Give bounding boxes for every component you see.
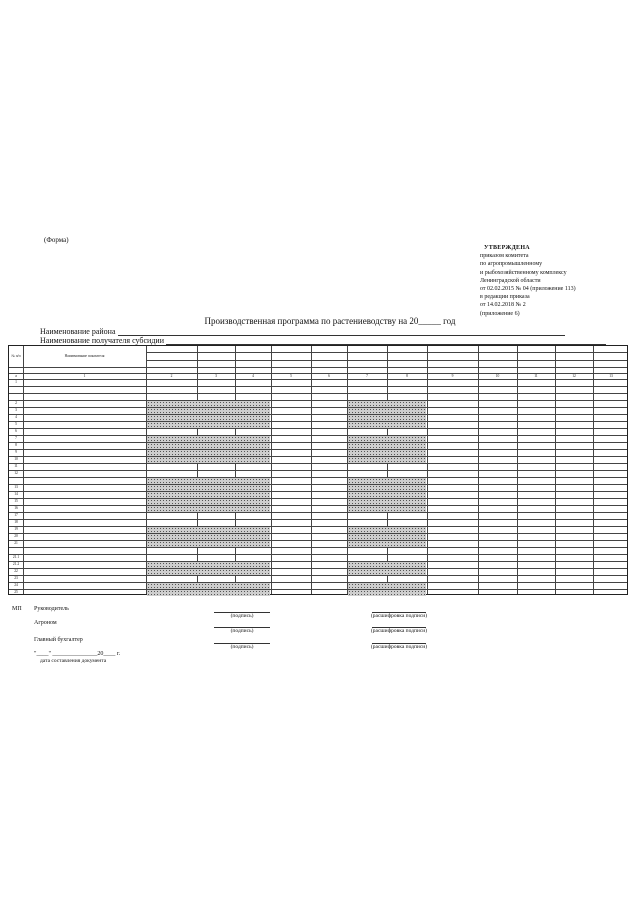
shaded-cell [147,443,270,449]
row-rule [9,526,627,527]
column-number: 5 [290,374,292,378]
shaded-cell [348,590,426,596]
column-number: 7 [366,374,368,378]
column-number: 3 [215,374,217,378]
shaded-cell [348,457,426,463]
row-rule [9,435,627,436]
row-rule [9,512,627,513]
recipient-field [40,336,600,345]
shaded-cell [348,506,426,512]
row-rule [9,540,627,541]
row-number: 9 [15,450,17,454]
shaded-cell [147,562,270,568]
signatures-section [0,600,640,664]
signature-caption: (подпись) [230,644,254,650]
district-field [40,327,600,336]
column-number: 6 [328,374,330,378]
shaded-cell [147,541,270,547]
row-rule [9,442,627,443]
approval-line: от 14.02.2018 № 2 [480,302,526,309]
row-rule [9,589,627,590]
shaded-cell [147,534,270,540]
date-caption: дата составления документа [40,658,107,664]
approval-line: приказом комитета [480,253,529,260]
shaded-cell [147,506,270,512]
shaded-cell [147,415,270,421]
approval-line: от 02.02.2015 № 04 (приложение 113) [480,286,576,293]
agronomist-label: Агроном [34,620,57,626]
row-number: 23 [14,576,18,580]
district-label: Наименование района [40,327,116,336]
row-number: 7 [15,436,17,440]
approval-line: в редакции приказа [480,294,530,301]
shaded-cell [348,422,426,428]
shaded-cell [348,583,426,589]
row-rule [9,449,627,450]
row-number: 17 [14,513,18,517]
approval-line: и рыбохозяйственному комплексу [480,269,567,276]
shaded-cell [147,401,270,407]
production-table [8,345,628,595]
shaded-cell [147,457,270,463]
row-number: 25 [14,590,18,594]
row-rule [9,582,627,583]
column-number: 10 [495,374,500,378]
column-number: 13 [609,374,613,378]
row-number: 21.2 [12,562,20,566]
shaded-cell [348,569,426,575]
row-rule [9,484,627,485]
row-rule [9,456,627,457]
row-rule [9,421,627,422]
column-number: 2 [170,374,173,378]
header-rule [9,367,627,368]
shaded-cell [348,534,426,540]
page-title: Производственная программа по растениеводству на 20_____ год [204,316,456,326]
row-number: 21 [14,541,18,545]
row-rule [9,470,627,471]
decoding-caption: (расшифровка подписи) [370,644,428,650]
shaded-cell [348,562,426,568]
recipient-label: Наименование получателя субсидии [40,336,164,345]
shaded-cell [147,492,270,498]
row-rule [9,519,627,520]
approval-line: Ленинградской области [480,277,541,284]
shaded-cell [147,590,270,596]
signature-caption: (подпись) [230,613,254,619]
decoding-caption: (расшифровка подписи) [370,628,428,634]
shaded-cell [147,436,270,442]
row-number: 24 [14,583,18,587]
signature-caption: (подпись) [230,628,254,634]
shaded-cell [147,527,270,533]
row-rule [9,498,627,499]
row-number: 6 [15,429,17,433]
accountant-label: Главный бухгалтер [34,637,83,643]
shaded-cell [348,401,426,407]
shaded-cell [147,583,270,589]
row-number: 20 [14,534,18,538]
shaded-cell [348,408,426,414]
row-rule [9,386,627,387]
row-number: 8 [15,443,17,447]
row-number: 18 [14,520,18,524]
row-number: 16 [14,506,18,510]
column-number: 9 [451,374,454,378]
shaded-cell [348,499,426,505]
col-header-no: № п/п [11,354,21,358]
approval-line: (приложение 6) [480,310,520,317]
approval-heading: УТВЕРЖДЕНА [484,245,530,251]
shaded-cell [147,422,270,428]
mp-label: МП [12,606,22,612]
column-number: 8 [406,374,408,378]
row-rule [9,407,627,408]
column-number: 4 [252,374,254,378]
column-number: 1 [83,374,86,378]
row-rule [9,400,627,401]
row-number: 13 [14,485,18,489]
column-number: 11 [534,374,538,378]
shaded-cell [147,569,270,575]
row-rule [9,414,627,415]
row-number: 3 [15,408,17,412]
shaded-cell [147,499,270,505]
row-rule [9,575,627,576]
row-number: 10 [14,457,18,461]
row-rule [9,477,627,478]
district-underline [118,327,565,336]
row-number: 22 [14,569,18,573]
row-rule [9,428,627,429]
shaded-cell [348,485,426,491]
row-number: 19 [14,527,18,531]
shaded-cell [348,436,426,442]
form-label: (Форма) [44,236,69,244]
row-number: 12 [14,471,18,475]
approval-block [480,244,630,318]
shaded-cell [147,478,270,484]
row-number: 5 [15,422,17,426]
row-number: 2 [15,401,17,405]
approval-line: по агропромышленному [480,261,543,268]
shaded-cell [348,492,426,498]
column-number: 12 [572,374,576,378]
shaded-cell [147,450,270,456]
decoding-caption: (расшифровка подписи) [370,613,428,619]
row-number: 11 [14,464,18,468]
col-header-name: Наименование показателя [64,354,105,358]
shaded-cell [348,450,426,456]
row-number: 1 [15,380,17,384]
row-rule [9,561,627,562]
date-line: "____" _______________20____ г. [34,651,121,657]
row-number: 15 [14,499,18,503]
row-rule [9,568,627,569]
shaded-cell [348,541,426,547]
head-label: Руководитель [34,606,69,612]
shaded-cell [147,485,270,491]
column-number: а [15,374,17,378]
row-rule [9,393,627,394]
shaded-cell [348,478,426,484]
row-number: 14 [14,492,18,496]
shaded-cell [147,408,270,414]
shaded-cell [348,527,426,533]
row-rule [9,463,627,464]
row-rule [9,554,627,555]
row-rule [9,505,627,506]
row-rule [9,491,627,492]
row-number: 4 [15,415,17,419]
row-rule [9,379,627,380]
row-rule [9,547,627,548]
shaded-cell [348,415,426,421]
recipient-underline [166,336,606,345]
row-number: 21.1 [12,555,20,559]
shaded-cell [348,443,426,449]
row-rule [9,533,627,534]
